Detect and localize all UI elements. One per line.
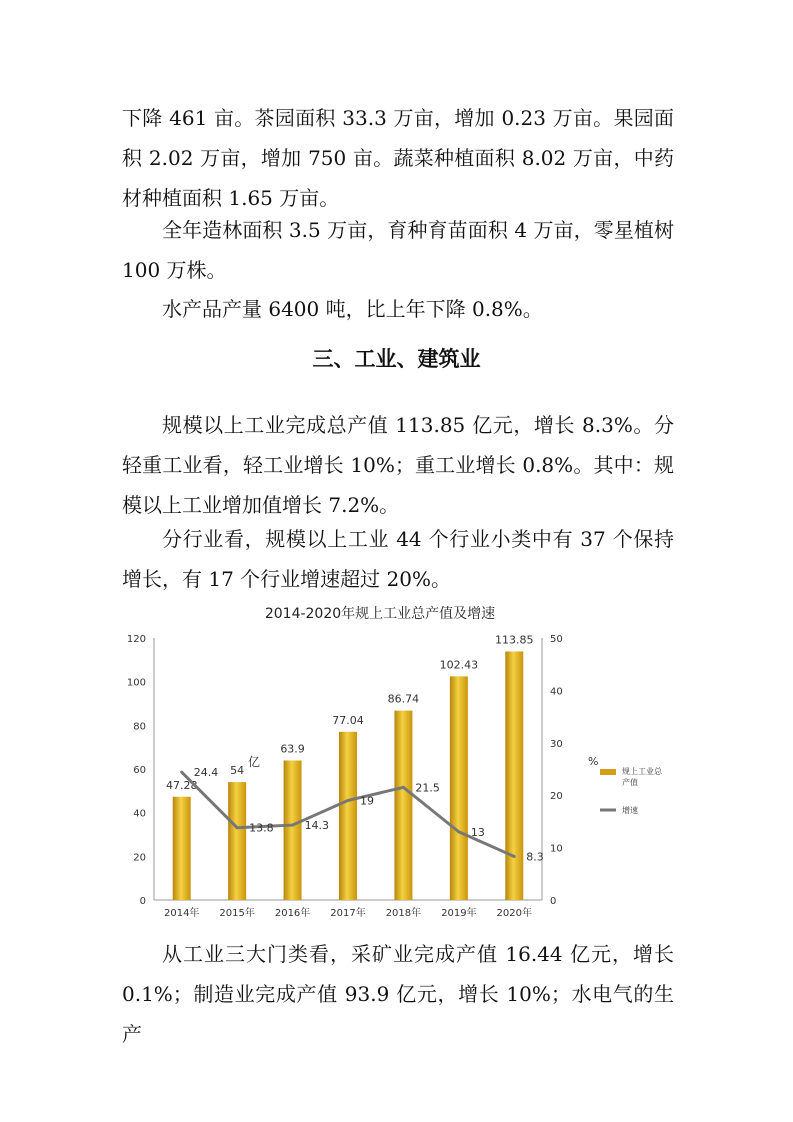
bar-value-label: 102.43 (439, 658, 479, 672)
legend-bar-label: 规上工业总 产值 (622, 767, 662, 787)
line-value-label: 13.8 (249, 821, 274, 835)
x-tick-label: 2020年 (496, 908, 533, 919)
left-tick-label: 60 (133, 765, 146, 776)
bar (173, 797, 191, 900)
bar-series (166, 633, 534, 900)
bar (284, 760, 302, 900)
left-tick-label: 40 (133, 808, 146, 820)
left-tick-label: 100 (126, 677, 146, 689)
line-point (402, 786, 405, 789)
paragraph-forestry: 全年造林面积 3.5 万亩，育种育苗面积 4 万亩，零星植树 100 万株。 (122, 218, 674, 282)
paragraph-industry-categories: 从工业三大门类看，采矿业完成产值 16.44 亿元，增长 0.1%；制造业完成产值 93.9 亿元，增长 10%；水电气的生产 (122, 942, 674, 1046)
bar (505, 651, 523, 900)
left-axis-ticks (127, 634, 146, 907)
line-point (513, 855, 516, 858)
paragraph-aquatic: 水产品产量 6400 吨，比上年下降 0.8%。 (162, 297, 543, 321)
line-value-label: 8.3 (526, 850, 544, 864)
right-unit-label: % (588, 755, 599, 768)
legend-line-label: 增速 (622, 806, 638, 815)
bar (394, 711, 412, 900)
bar-value-label: 54 (230, 764, 245, 778)
bar (339, 732, 357, 900)
x-tick-label: 2017年 (330, 908, 366, 919)
bar (450, 676, 468, 900)
x-axis-labels (164, 906, 532, 919)
x-tick-label: 2018年 (385, 908, 422, 919)
bar-value-label: 63.9 (280, 742, 305, 756)
bar-value-label: 77.04 (332, 713, 364, 727)
line-point (180, 771, 183, 774)
left-tick-label: 80 (133, 721, 146, 733)
paragraph-industry-sectors: 分行业看，规模以上工业 44 个行业小类中有 37 个保持增长，有 17 个行业增速超过 20%。 (122, 527, 674, 591)
right-tick-label: 50 (550, 634, 563, 645)
line-value-label: 24.4 (193, 766, 219, 780)
right-tick-label: 0 (550, 896, 557, 907)
x-tick-label: 2019年 (441, 908, 477, 919)
bar-value-label: 113.85 (495, 633, 534, 647)
section-heading: 三、工业、建筑业 (312, 347, 481, 371)
legend-bar-swatch (600, 769, 616, 775)
chart-title: 2014-2020年规上工业总产值及增速 (264, 606, 496, 622)
line-point (457, 830, 460, 833)
bar (228, 782, 246, 900)
paragraph-industry-output: 规模以上工业完成总产值 113.85 亿元，增长 8.3%。分轻重工业看，轻工业增长 10%；重工业增长 0.8%。其中：规模以上工业增加值增长 7.2%。 (122, 413, 674, 517)
left-unit-label: 亿 (248, 755, 261, 769)
chart-legend (600, 766, 665, 815)
left-tick-label: 0 (139, 896, 146, 907)
left-tick-label: 120 (126, 634, 146, 645)
line-value-label: 21.5 (415, 781, 440, 795)
line-value-label: 13 (470, 825, 485, 839)
right-tick-label: 10 (550, 843, 563, 855)
right-tick-label: 40 (550, 686, 563, 698)
line-value-label: 14.3 (304, 819, 330, 833)
line-point (291, 824, 294, 827)
bar-value-label: 47.28 (165, 778, 198, 792)
output-growth-chart (110, 598, 690, 928)
right-tick-label: 20 (550, 791, 563, 803)
right-axis-ticks (550, 634, 563, 907)
line-point (236, 826, 239, 829)
x-tick-label: 2016年 (274, 908, 311, 919)
right-tick-label: 30 (550, 738, 563, 750)
paragraph-crop-area: 下降 461 亩。茶园面积 33.3 万亩，增加 0.23 万亩。果园面积 2.02 万亩，增加 750 亩。蔬菜种植面积 8.02 万亩，中药材种植面积 1.65 万亩。 (122, 106, 674, 210)
line-value-label: 19 (360, 794, 374, 808)
x-tick-label: 2014年 (163, 908, 200, 919)
left-tick-label: 20 (133, 852, 146, 864)
x-tick-label: 2015年 (219, 908, 255, 919)
line-point (347, 799, 350, 802)
bar-value-label: 86.74 (387, 692, 420, 706)
